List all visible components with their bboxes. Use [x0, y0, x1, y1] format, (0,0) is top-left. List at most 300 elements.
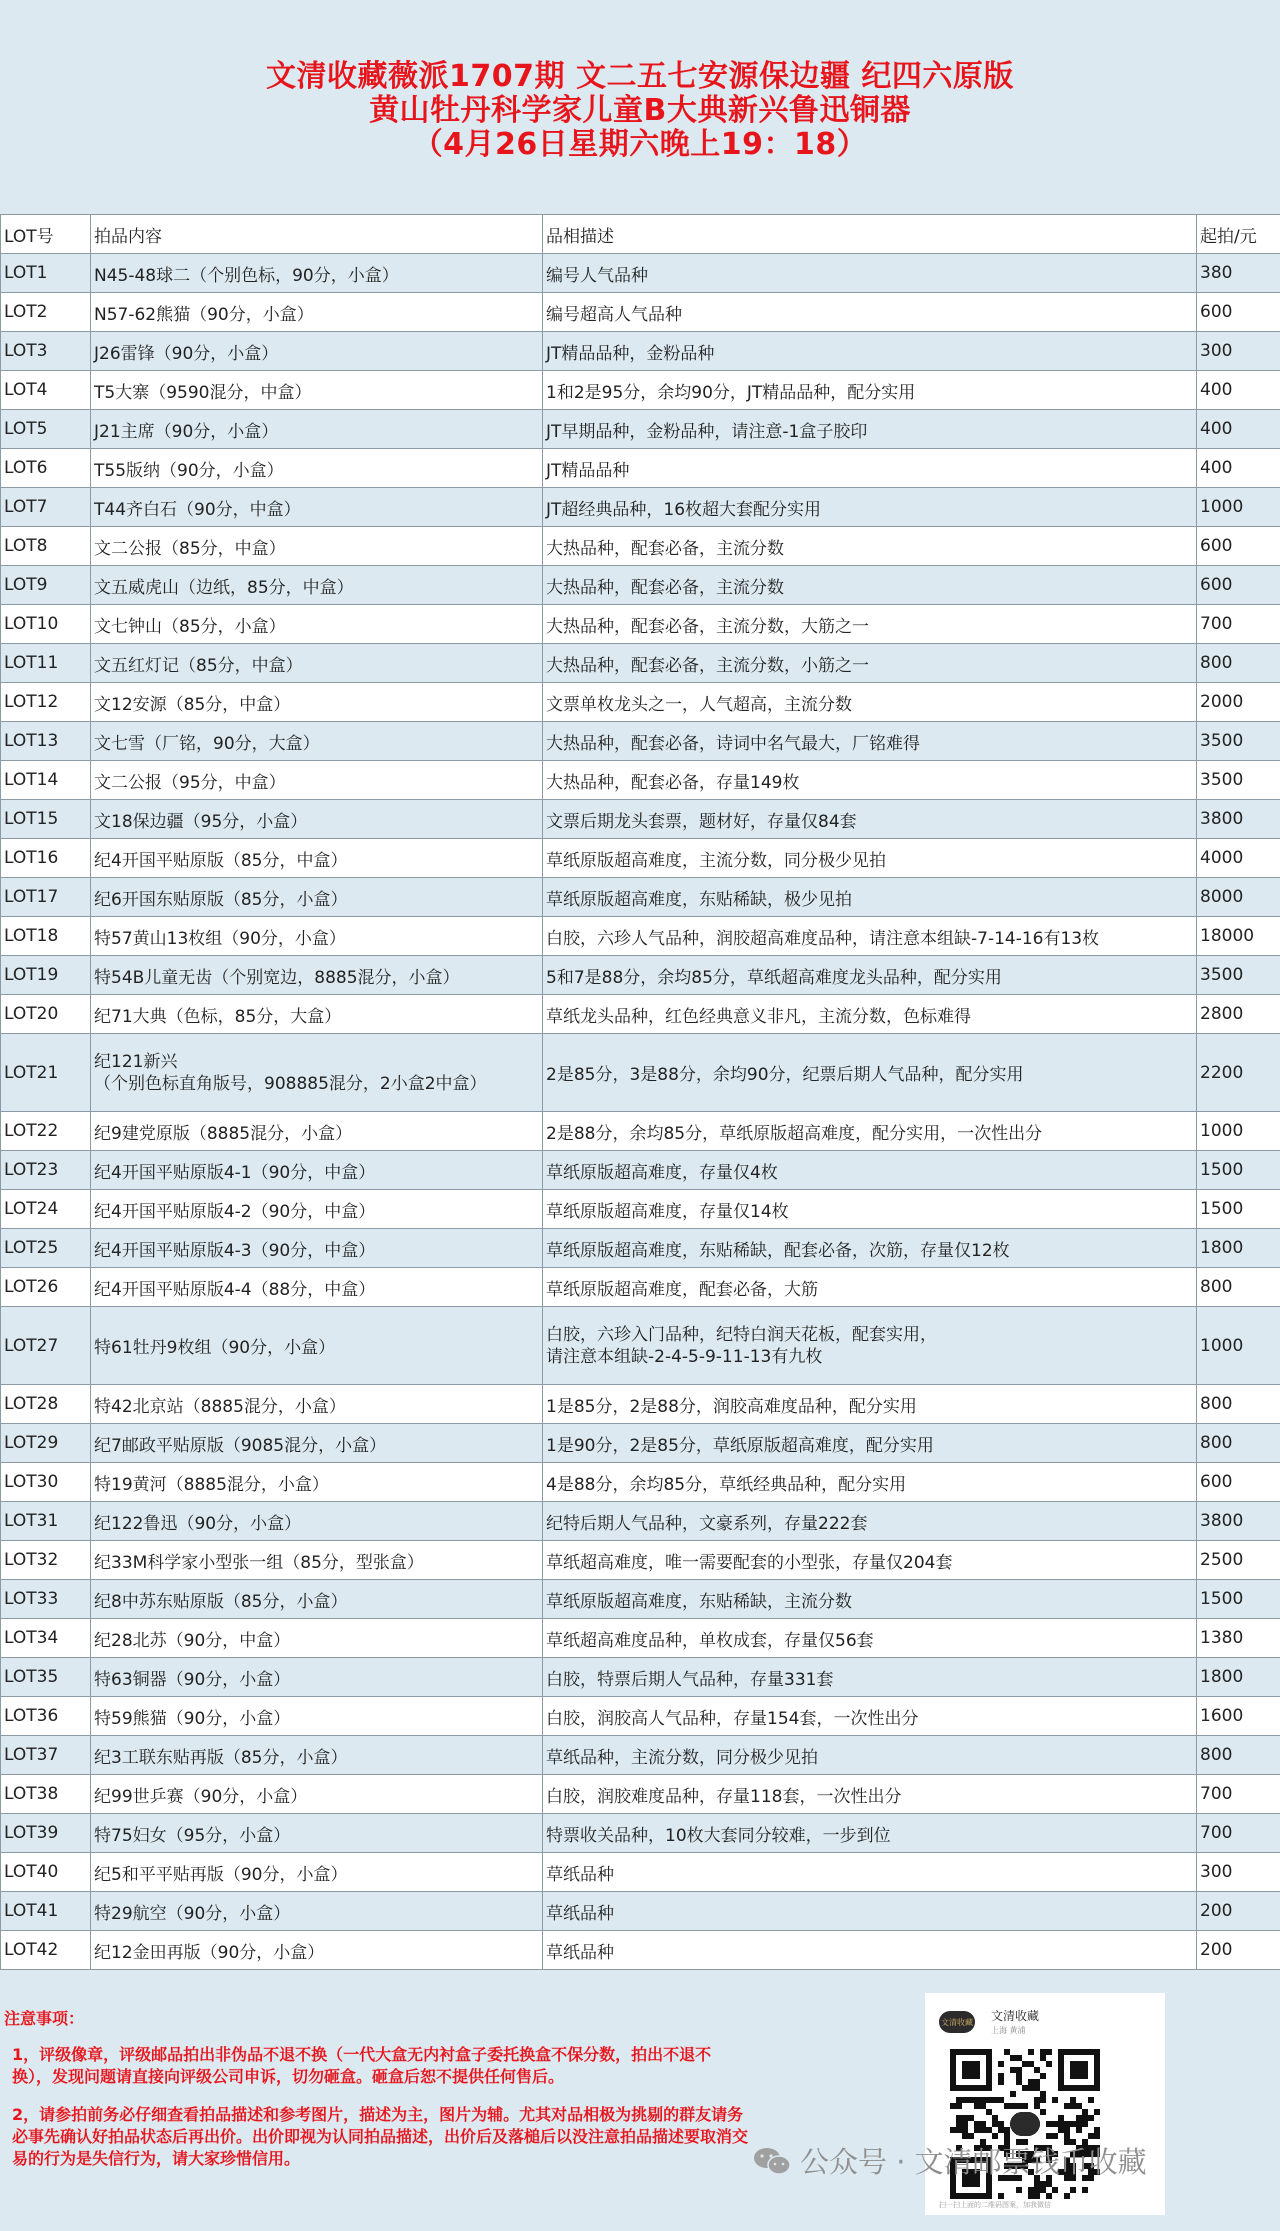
lot-number-cell: LOT27 [1, 1307, 91, 1385]
lot-content-cell: T5大寨（9590混分，中盒） [91, 371, 543, 410]
lot-condition-cell: 草纸原版超高难度，存量仅14枚 [543, 1190, 1197, 1229]
lot-content-cell: 纪4开国平贴原版4-4（88分，中盒） [91, 1268, 543, 1307]
qr-module [992, 2097, 998, 2103]
lot-content-cell: 纪121新兴 （个别色标直角版号，908885混分，2小盒2中盒） [91, 1034, 543, 1112]
lot-content-cell: 特42北京站（8885混分，小盒） [91, 1385, 543, 1424]
qr-module [962, 2127, 968, 2133]
lot-content-cell: 文二公报（85分，中盒） [91, 527, 543, 566]
lot-number-cell: LOT28 [1, 1385, 91, 1424]
poster-footer [0, 1970, 1280, 2221]
qr-module [1034, 2193, 1040, 2199]
lot-number-cell: LOT2 [1, 293, 91, 332]
lot-number-cell: LOT29 [1, 1424, 91, 1463]
lot-condition-cell: 1是90分，2是85分，草纸原版超高难度，配分实用 [543, 1424, 1197, 1463]
table-row [1, 1697, 1280, 1736]
lot-start-price-cell: 800 [1197, 1268, 1280, 1307]
lot-condition-cell: 1是85分，2是88分，润胶高难度品种，配分实用 [543, 1385, 1197, 1424]
lot-condition-cell: 草纸原版超高难度，东贴稀缺，主流分数 [543, 1580, 1197, 1619]
table-row [1, 332, 1280, 371]
lot-condition-cell: 大热品种，配套必备，诗词中名气最大，厂铭难得 [543, 722, 1197, 761]
lot-condition-cell: JT精品品种 [543, 449, 1197, 488]
lot-start-price-cell: 4000 [1197, 839, 1280, 878]
qr-account-name: 文清收藏 [991, 2009, 1040, 2023]
lot-start-price-cell: 600 [1197, 527, 1280, 566]
lot-condition-cell: 大热品种，配套必备，主流分数，小筋之一 [543, 644, 1197, 683]
table-row [1, 1892, 1280, 1931]
qr-module [1034, 2181, 1040, 2187]
column-header-content: 拍品内容 [91, 215, 543, 254]
table-row [1, 1463, 1280, 1502]
notes-section [4, 2008, 749, 2186]
table-row [1, 1619, 1280, 1658]
lot-start-price-cell: 300 [1197, 1853, 1280, 1892]
lot-condition-cell: 大热品种，配套必备，存量149枚 [543, 761, 1197, 800]
lot-condition-cell: 文票后期龙头套票，题材好，存量仅84套 [543, 800, 1197, 839]
title-line-2: 黄山牡丹科学家儿童B大典新兴鲁迅铜器 [369, 93, 911, 128]
qr-card [925, 1993, 1165, 2215]
qr-module [1016, 2067, 1022, 2073]
qr-module [1040, 2187, 1046, 2193]
lot-number-cell: LOT14 [1, 761, 91, 800]
lot-condition-cell: 编号超高人气品种 [543, 293, 1197, 332]
lot-content-cell: 特59熊猫（90分，小盒） [91, 1697, 543, 1736]
lot-start-price-cell: 600 [1197, 1463, 1280, 1502]
table-row [1, 995, 1280, 1034]
wechat-icon [752, 2146, 792, 2176]
qr-module [1004, 2133, 1010, 2139]
lot-number-cell: LOT1 [1, 254, 91, 293]
qr-module [1070, 2103, 1076, 2109]
qr-module [1034, 2079, 1040, 2085]
qr-module [998, 2127, 1004, 2133]
lot-condition-cell: 编号人气品种 [543, 254, 1197, 293]
table-row [1, 527, 1280, 566]
lot-number-cell: LOT36 [1, 1697, 91, 1736]
qr-module [1046, 2181, 1052, 2187]
lot-start-price-cell: 200 [1197, 1931, 1280, 1970]
lot-condition-cell: 白胶，润胶高人气品种，存量154套，一次性出分 [543, 1697, 1197, 1736]
lot-content-cell: J21主席（90分，小盒） [91, 410, 543, 449]
lot-condition-cell: 草纸品种 [543, 1931, 1197, 1970]
qr-module [1064, 2133, 1070, 2139]
lot-start-price-cell: 8000 [1197, 878, 1280, 917]
lot-content-cell: 纪4开国平贴原版4-2（90分，中盒） [91, 1190, 543, 1229]
qr-module [1022, 2085, 1028, 2091]
table-row [1, 761, 1280, 800]
lot-content-cell: 纪28北苏（90分，中盒） [91, 1619, 543, 1658]
lot-condition-cell: 大热品种，配套必备，主流分数 [543, 566, 1197, 605]
qr-module [1046, 2049, 1052, 2055]
qr-module [1052, 2097, 1058, 2103]
column-header-condition: 品相描述 [543, 215, 1197, 254]
lot-table [0, 214, 1280, 1970]
lot-number-cell: LOT7 [1, 488, 91, 527]
qr-module [1016, 2073, 1022, 2079]
lot-content-cell: 纪5和平平贴再版（90分，小盒） [91, 1853, 543, 1892]
table-row [1, 800, 1280, 839]
note-item-1: 1，评级像章，评级邮品拍出非伪品不退不换（一代大盒无内衬盒子委托换盒不保分数，拍出不退不换），发现问题请直接向评级公司申诉，切勿砸盒。砸盒后恕不提供任何售后。 [12, 2045, 712, 2086]
lot-content-cell: 纪4开国平贴原版4-3（90分，中盒） [91, 1229, 543, 1268]
lot-start-price-cell: 380 [1197, 254, 1280, 293]
qr-module [1010, 2067, 1016, 2073]
lot-number-cell: LOT19 [1, 956, 91, 995]
qr-module [1010, 2091, 1016, 2097]
qr-module [1034, 2067, 1040, 2073]
lot-content-cell: 特61牡丹9枚组（90分，小盒） [91, 1307, 543, 1385]
qr-module [1076, 2127, 1082, 2133]
lot-number-cell: LOT30 [1, 1463, 91, 1502]
lot-number-cell: LOT33 [1, 1580, 91, 1619]
column-header-lot: LOT号 [1, 215, 91, 254]
lot-start-price-cell: 2200 [1197, 1034, 1280, 1112]
qr-module [1082, 2109, 1088, 2115]
qr-module [1082, 2121, 1088, 2127]
lot-number-cell: LOT15 [1, 800, 91, 839]
lot-start-price-cell: 400 [1197, 449, 1280, 488]
qr-module [962, 2115, 968, 2121]
table-row [1, 449, 1280, 488]
qr-module [974, 2097, 980, 2103]
brand-logo-icon [939, 2011, 975, 2033]
lot-condition-cell: 白胶，特票后期人气品种，存量331套 [543, 1658, 1197, 1697]
lot-content-cell: 文七钟山（85分，小盒） [91, 605, 543, 644]
lot-number-cell: LOT23 [1, 1151, 91, 1190]
qr-module [998, 2079, 1004, 2085]
lot-number-cell: LOT40 [1, 1853, 91, 1892]
qr-module [998, 2097, 1004, 2103]
qr-module [1058, 2121, 1064, 2127]
qr-module [1004, 2127, 1010, 2133]
lot-start-price-cell: 700 [1197, 605, 1280, 644]
qr-module [1040, 2055, 1046, 2061]
qr-module [950, 2103, 956, 2109]
qr-module [1040, 2049, 1046, 2055]
lot-content-cell: 纪3工联东贴再版（85分，小盒） [91, 1736, 543, 1775]
qr-module [1040, 2109, 1046, 2115]
qr-module [1094, 2109, 1100, 2115]
lot-start-price-cell: 2500 [1197, 1541, 1280, 1580]
table-row [1, 1931, 1280, 1970]
qr-module [1064, 2121, 1070, 2127]
lot-condition-cell: 草纸超高难度品种，单枚成套，存量仅56套 [543, 1619, 1197, 1658]
qr-module [998, 2121, 1004, 2127]
lot-condition-cell: JT早期品种，金粉品种，请注意-1盒子胶印 [543, 410, 1197, 449]
qr-module [1004, 2103, 1010, 2109]
qr-module [1046, 2121, 1052, 2127]
table-row [1, 1268, 1280, 1307]
qr-module [1052, 2121, 1058, 2127]
table-row [1, 1229, 1280, 1268]
qr-module [1094, 2127, 1100, 2133]
lot-condition-cell: 草纸原版超高难度，主流分数，同分极少见拍 [543, 839, 1197, 878]
lot-number-cell: LOT11 [1, 644, 91, 683]
lot-number-cell: LOT38 [1, 1775, 91, 1814]
qr-module [962, 2097, 968, 2103]
table-row [1, 1814, 1280, 1853]
lot-number-cell: LOT24 [1, 1190, 91, 1229]
lot-condition-cell: 白胶，六珍入门品种，纪特白润天花板，配套实用， 请注意本组缺-2-4-5-9-11-13有九枚 [543, 1307, 1197, 1385]
table-row [1, 1307, 1280, 1385]
column-header-start-price: 起拍/元 [1197, 215, 1280, 254]
table-row [1, 1034, 1280, 1112]
lot-condition-cell: 4是88分，余均85分，草纸经典品种，配分实用 [543, 1463, 1197, 1502]
lot-content-cell: T55版纳（90分，小盒） [91, 449, 543, 488]
lot-content-cell: T44齐白石（90分，中盒） [91, 488, 543, 527]
lot-number-cell: LOT6 [1, 449, 91, 488]
qr-module [992, 2115, 998, 2121]
lot-content-cell: 纪33M科学家小型张一组（85分，型张盒） [91, 1541, 543, 1580]
lot-content-cell: 特19黄河（8885混分，小盒） [91, 1463, 543, 1502]
qr-module [1010, 2055, 1016, 2061]
lot-number-cell: LOT17 [1, 878, 91, 917]
qr-module [1076, 2103, 1082, 2109]
qr-module [1070, 2187, 1076, 2193]
lot-start-price-cell: 1800 [1197, 1229, 1280, 1268]
lot-condition-cell: 草纸品种 [543, 1853, 1197, 1892]
lot-content-cell: 纪99世乒赛（90分，小盒） [91, 1775, 543, 1814]
lot-content-cell: 纪12金田再版（90分，小盒） [91, 1931, 543, 1970]
lot-number-cell: LOT9 [1, 566, 91, 605]
table-row [1, 644, 1280, 683]
poster-header [0, 0, 1280, 214]
qr-caption: 扫一扫上面的二维码图案，加我微信 [939, 2201, 1051, 2209]
qr-module [1028, 2187, 1034, 2193]
table-row [1, 683, 1280, 722]
lot-condition-cell: JT精品品种，金粉品种 [543, 332, 1197, 371]
lot-content-cell: 特29航空（90分，小盒） [91, 1892, 543, 1931]
qr-module [962, 2133, 968, 2139]
qr-module [1046, 2193, 1052, 2199]
qr-module [1016, 2055, 1022, 2061]
lot-start-price-cell: 3500 [1197, 956, 1280, 995]
qr-module [968, 2115, 974, 2121]
qr-module [1082, 2187, 1088, 2193]
table-row [1, 1385, 1280, 1424]
qr-module [998, 2193, 1004, 2199]
table-row [1, 371, 1280, 410]
lot-condition-cell: 草纸原版超高难度，东贴稀缺，配套必备，次筋，存量仅12枚 [543, 1229, 1197, 1268]
lot-number-cell: LOT42 [1, 1931, 91, 1970]
table-row [1, 1151, 1280, 1190]
lot-start-price-cell: 3800 [1197, 800, 1280, 839]
qr-module [1076, 2121, 1082, 2127]
lot-content-cell: 文五威虎山（边纸，85分，中盒） [91, 566, 543, 605]
qr-module [1088, 2133, 1094, 2139]
lot-condition-cell: 草纸原版超高难度，配套必备，大筋 [543, 1268, 1197, 1307]
qr-module [992, 2133, 998, 2139]
lot-condition-cell: 大热品种，配套必备，主流分数，大筋之一 [543, 605, 1197, 644]
lot-condition-cell: 草纸原版超高难度，东贴稀缺，极少见拍 [543, 878, 1197, 917]
lot-number-cell: LOT13 [1, 722, 91, 761]
lot-start-price-cell: 800 [1197, 1424, 1280, 1463]
lot-condition-cell: 草纸品种 [543, 1892, 1197, 1931]
qr-finder-pattern [1070, 2061, 1088, 2079]
qr-module [956, 2121, 962, 2127]
lot-number-cell: LOT4 [1, 371, 91, 410]
lot-start-price-cell: 400 [1197, 371, 1280, 410]
lot-number-cell: LOT22 [1, 1112, 91, 1151]
lot-start-price-cell: 300 [1197, 332, 1280, 371]
lot-content-cell: N45-48球二（个别色标，90分，小盒） [91, 254, 543, 293]
lot-number-cell: LOT10 [1, 605, 91, 644]
lot-content-cell: J26雷锋（90分，小盒） [91, 332, 543, 371]
lot-start-price-cell: 1500 [1197, 1580, 1280, 1619]
table-row [1, 254, 1280, 293]
qr-module [1016, 2079, 1022, 2085]
lot-condition-cell: 草纸超高难度，唯一需要配套的小型张，存量仅204套 [543, 1541, 1197, 1580]
qr-module [1010, 2103, 1016, 2109]
table-row [1, 1541, 1280, 1580]
qr-module [1028, 2085, 1034, 2091]
lot-number-cell: LOT32 [1, 1541, 91, 1580]
lot-number-cell: LOT20 [1, 995, 91, 1034]
qr-module [1094, 2133, 1100, 2139]
lot-condition-cell: 特票收关品种，10枚大套同分较难，一步到位 [543, 1814, 1197, 1853]
lot-start-price-cell: 1000 [1197, 1307, 1280, 1385]
lot-number-cell: LOT5 [1, 410, 91, 449]
lot-number-cell: LOT21 [1, 1034, 91, 1112]
note-item-2: 2，请参拍前务必仔细查看拍品描述和参考图片，描述为主，图片为辅。尤其对品相极为挑剔的群友请务必事先确认好拍品状态后再出价。出价即视为认同拍品描述，出价后及落槌后以没注意拍品描述要取消交易的行为是失信行为，请大家珍惜信用。 [12, 2105, 749, 2168]
qr-module [968, 2097, 974, 2103]
lot-number-cell: LOT8 [1, 527, 91, 566]
qr-module [1052, 2187, 1058, 2193]
lot-number-cell: LOT12 [1, 683, 91, 722]
qr-module [974, 2103, 980, 2109]
lot-content-cell: 纪8中苏东贴原版（85分，小盒） [91, 1580, 543, 1619]
lot-condition-cell: 白胶，润胶难度品种，存量118套，一次性出分 [543, 1775, 1197, 1814]
lot-condition-cell: JT超经典品种，16枚超大套配分实用 [543, 488, 1197, 527]
lot-condition-cell: 纪特后期人气品种，文豪系列，存量222套 [543, 1502, 1197, 1541]
title-line-3: （4月26日星期六晚上19：18） [412, 127, 868, 162]
table-row [1, 839, 1280, 878]
qr-module [968, 2133, 974, 2139]
qr-module [1034, 2097, 1040, 2103]
qr-module [1076, 2115, 1082, 2121]
lot-start-price-cell: 700 [1197, 1814, 1280, 1853]
qr-module [1016, 2187, 1022, 2193]
table-row [1, 1190, 1280, 1229]
qr-module [980, 2127, 986, 2133]
qr-module [1034, 2085, 1040, 2091]
qr-module [1034, 2187, 1040, 2193]
table-row [1, 1580, 1280, 1619]
lot-content-cell: 特54B儿童无齿（个别宽边，8885混分，小盒） [91, 956, 543, 995]
lot-number-cell: LOT31 [1, 1502, 91, 1541]
qr-module [980, 2097, 986, 2103]
qr-module [1028, 2193, 1034, 2199]
lot-condition-cell: 2是88分，余均85分，草纸原版超高难度，配分实用，一次性出分 [543, 1112, 1197, 1151]
qr-module [956, 2103, 962, 2109]
qr-finder-pattern [962, 2061, 980, 2079]
table-row [1, 1424, 1280, 1463]
lot-condition-cell: 2是85分，3是88分，余均90分，纪票后期人气品种，配分实用 [543, 1034, 1197, 1112]
lot-number-cell: LOT26 [1, 1268, 91, 1307]
lot-start-price-cell: 800 [1197, 644, 1280, 683]
lot-content-cell: 纪6开国东贴原版（85分，小盒） [91, 878, 543, 917]
table-row [1, 1658, 1280, 1697]
lot-content-cell: 特63铜器（90分，小盒） [91, 1658, 543, 1697]
lot-content-cell: 特75妇女（95分，小盒） [91, 1814, 543, 1853]
lot-start-price-cell: 3500 [1197, 722, 1280, 761]
lot-content-cell: 纪9建党原版（8885混分，小盒） [91, 1112, 543, 1151]
lot-start-price-cell: 3800 [1197, 1502, 1280, 1541]
table-row [1, 722, 1280, 761]
lot-number-cell: LOT41 [1, 1892, 91, 1931]
lot-condition-cell: 草纸龙头品种，红色经典意义非凡，主流分数，色标难得 [543, 995, 1197, 1034]
lot-content-cell: 纪4开国平贴原版4-1（90分，中盒） [91, 1151, 543, 1190]
lot-content-cell: 纪7邮政平贴原版（9085混分，小盒） [91, 1424, 543, 1463]
lot-start-price-cell: 1600 [1197, 1697, 1280, 1736]
lot-number-cell: LOT18 [1, 917, 91, 956]
qr-module [1046, 2061, 1052, 2067]
qr-module [980, 2103, 986, 2109]
lot-condition-cell: 草纸原版超高难度，存量仅4枚 [543, 1151, 1197, 1190]
qr-module [1028, 2049, 1034, 2055]
lot-start-price-cell: 1000 [1197, 1112, 1280, 1151]
lot-content-cell: 文五红灯记（85分，中盒） [91, 644, 543, 683]
brand-logo-text: 文清收藏 [941, 2017, 973, 2027]
table-row [1, 488, 1280, 527]
lot-number-cell: LOT34 [1, 1619, 91, 1658]
qr-module [1046, 2133, 1052, 2139]
table-row [1, 1502, 1280, 1541]
lot-number-cell: LOT35 [1, 1658, 91, 1697]
qr-module [1040, 2181, 1046, 2187]
lot-number-cell: LOT16 [1, 839, 91, 878]
lot-start-price-cell: 800 [1197, 1385, 1280, 1424]
qr-module [1040, 2091, 1046, 2097]
lot-start-price-cell: 1500 [1197, 1151, 1280, 1190]
qr-module [1058, 2127, 1064, 2133]
lot-content-cell: 纪122鲁迅（90分，小盒） [91, 1502, 543, 1541]
qr-module [974, 2121, 980, 2127]
qr-module [980, 2121, 986, 2127]
lot-start-price-cell: 1000 [1197, 488, 1280, 527]
qr-module [1088, 2115, 1094, 2121]
qr-module [956, 2127, 962, 2133]
lot-start-price-cell: 2000 [1197, 683, 1280, 722]
lot-content-cell: 文二公报（95分，中盒） [91, 761, 543, 800]
lot-condition-cell: 文票单枚龙头之一，人气超高，主流分数 [543, 683, 1197, 722]
qr-module [950, 2127, 956, 2133]
lot-number-cell: LOT25 [1, 1229, 91, 1268]
table-header-row [1, 215, 1280, 254]
lot-start-price-cell: 18000 [1197, 917, 1280, 956]
table-row [1, 878, 1280, 917]
lot-content-cell: 文18保边疆（95分，小盒） [91, 800, 543, 839]
qr-module [986, 2097, 992, 2103]
qr-module [992, 2121, 998, 2127]
lot-content-cell: N57-62熊猫（90分，小盒） [91, 293, 543, 332]
qr-module [1016, 2103, 1022, 2109]
lot-start-price-cell: 1500 [1197, 1190, 1280, 1229]
qr-module [1088, 2097, 1094, 2103]
lot-content-cell: 文七雪（厂铭，90分，大盒） [91, 722, 543, 761]
qr-module [1040, 2097, 1046, 2103]
notes-heading: 注意事项： [4, 2009, 85, 2028]
qr-account-location: 上海 黄浦 [991, 2026, 1026, 2035]
qr-module [998, 2073, 1004, 2079]
lot-number-cell: LOT39 [1, 1814, 91, 1853]
lot-content-cell: 文12安源（85分，中盒） [91, 683, 543, 722]
qr-module [956, 2097, 962, 2103]
lot-start-price-cell: 800 [1197, 1736, 1280, 1775]
qr-module [1028, 2061, 1034, 2067]
lot-content-cell: 纪4开国平贴原版（85分，中盒） [91, 839, 543, 878]
qr-module [974, 2127, 980, 2133]
lot-condition-cell: 5和7是88分，余均85分，草纸超高难度龙头品种，配分实用 [543, 956, 1197, 995]
qr-module [1022, 2061, 1028, 2067]
